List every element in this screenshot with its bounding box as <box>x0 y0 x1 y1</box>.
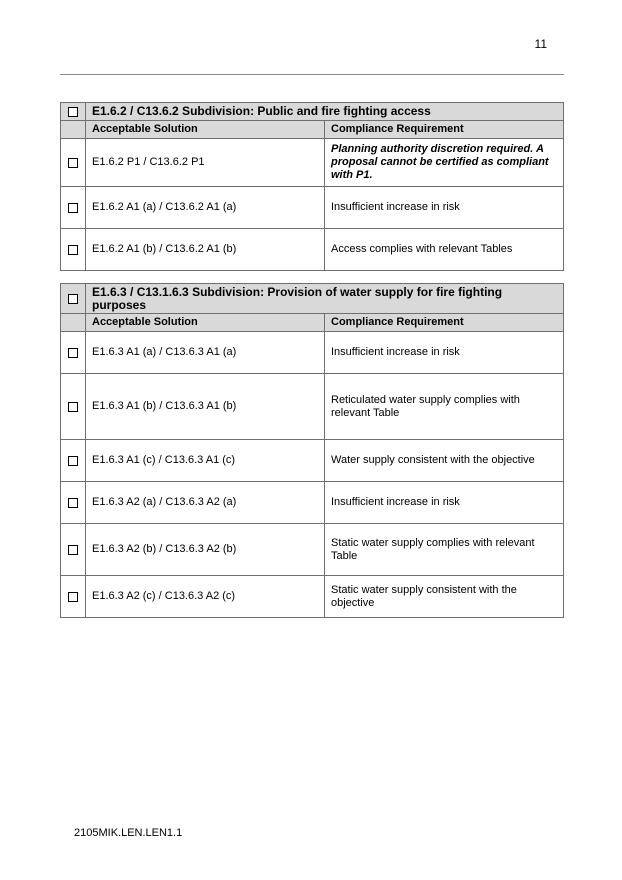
solution-cell: E1.6.3 A1 (c) / C13.6.3 A1 (c) <box>86 440 325 482</box>
page-number: 11 <box>534 37 547 51</box>
checkbox-icon <box>68 348 78 358</box>
checkbox-icon <box>68 402 78 412</box>
solution-cell: E1.6.3 A2 (a) / C13.6.3 A2 (a) <box>86 482 325 524</box>
table-row <box>61 332 564 374</box>
solution-cell: E1.6.3 A2 (b) / C13.6.3 A2 (b) <box>86 524 325 576</box>
row-checkbox[interactable] <box>61 187 86 229</box>
section-title-row <box>61 284 564 314</box>
requirement-cell: Static water supply consistent with the objective <box>325 576 564 618</box>
requirement-cell: Insufficient increase in risk <box>325 482 564 524</box>
row-checkbox[interactable] <box>61 229 86 271</box>
table-row <box>61 440 564 482</box>
solution-cell: E1.6.2 A1 (b) / C13.6.2 A1 (b) <box>86 229 325 271</box>
section-table-public-access <box>60 102 564 271</box>
checkbox-icon <box>68 545 78 555</box>
checkbox-icon <box>68 107 78 117</box>
section-table-water-supply <box>60 283 564 618</box>
solution-cell: E1.6.3 A1 (a) / C13.6.3 A1 (a) <box>86 332 325 374</box>
row-checkbox[interactable] <box>61 440 86 482</box>
row-checkbox[interactable] <box>61 139 86 187</box>
section-checkbox[interactable] <box>61 103 86 121</box>
section-title: E1.6.3 / C13.1.6.3 Subdivision: Provision of water supply for fire fighting purposes <box>86 284 564 314</box>
checkbox-icon <box>68 592 78 602</box>
requirement-cell: Static water supply complies with relevant Table <box>325 524 564 576</box>
column-header-row <box>61 121 564 139</box>
checkbox-icon <box>68 498 78 508</box>
row-checkbox[interactable] <box>61 524 86 576</box>
section-title: E1.6.2 / C13.6.2 Subdivision: Public and fire fighting access <box>86 103 564 121</box>
table-row <box>61 576 564 618</box>
requirement-cell: Access complies with relevant Tables <box>325 229 564 271</box>
row-checkbox[interactable] <box>61 332 86 374</box>
checkbox-icon <box>68 456 78 466</box>
row-checkbox[interactable] <box>61 374 86 440</box>
checkbox-icon <box>68 158 78 168</box>
solution-cell: E1.6.3 A1 (b) / C13.6.3 A1 (b) <box>86 374 325 440</box>
requirement-cell: Reticulated water supply complies with relevant Table <box>325 374 564 440</box>
table-row <box>61 229 564 271</box>
checkbox-icon <box>68 203 78 213</box>
solution-cell: E1.6.3 A2 (c) / C13.6.3 A2 (c) <box>86 576 325 618</box>
row-checkbox[interactable] <box>61 482 86 524</box>
checkbox-icon <box>68 245 78 255</box>
document-reference: 2105MIK.LEN.LEN1.1 <box>74 827 183 839</box>
header-rule <box>60 74 564 75</box>
checkbox-icon <box>68 294 78 304</box>
solution-cell: E1.6.2 P1 / C13.6.2 P1 <box>86 139 325 187</box>
requirement-cell: Water supply consistent with the objective <box>325 440 564 482</box>
row-checkbox[interactable] <box>61 576 86 618</box>
header-spacer <box>61 121 86 139</box>
column-header-requirement: Compliance Requirement <box>325 314 564 332</box>
section-title-row <box>61 103 564 121</box>
requirement-cell: Insufficient increase in risk <box>325 187 564 229</box>
header-spacer <box>61 314 86 332</box>
table-row <box>61 524 564 576</box>
table-row <box>61 482 564 524</box>
column-header-solution: Acceptable Solution <box>86 121 325 139</box>
column-header-row <box>61 314 564 332</box>
table-row <box>61 187 564 229</box>
table-row <box>61 139 564 187</box>
requirement-cell: Insufficient increase in risk <box>325 332 564 374</box>
column-header-requirement: Compliance Requirement <box>325 121 564 139</box>
solution-cell: E1.6.2 A1 (a) / C13.6.2 A1 (a) <box>86 187 325 229</box>
section-checkbox[interactable] <box>61 284 86 314</box>
requirement-cell: Planning authority discretion required. A proposal cannot be certified as compliant with P1. <box>325 139 564 187</box>
column-header-solution: Acceptable Solution <box>86 314 325 332</box>
table-row <box>61 374 564 440</box>
